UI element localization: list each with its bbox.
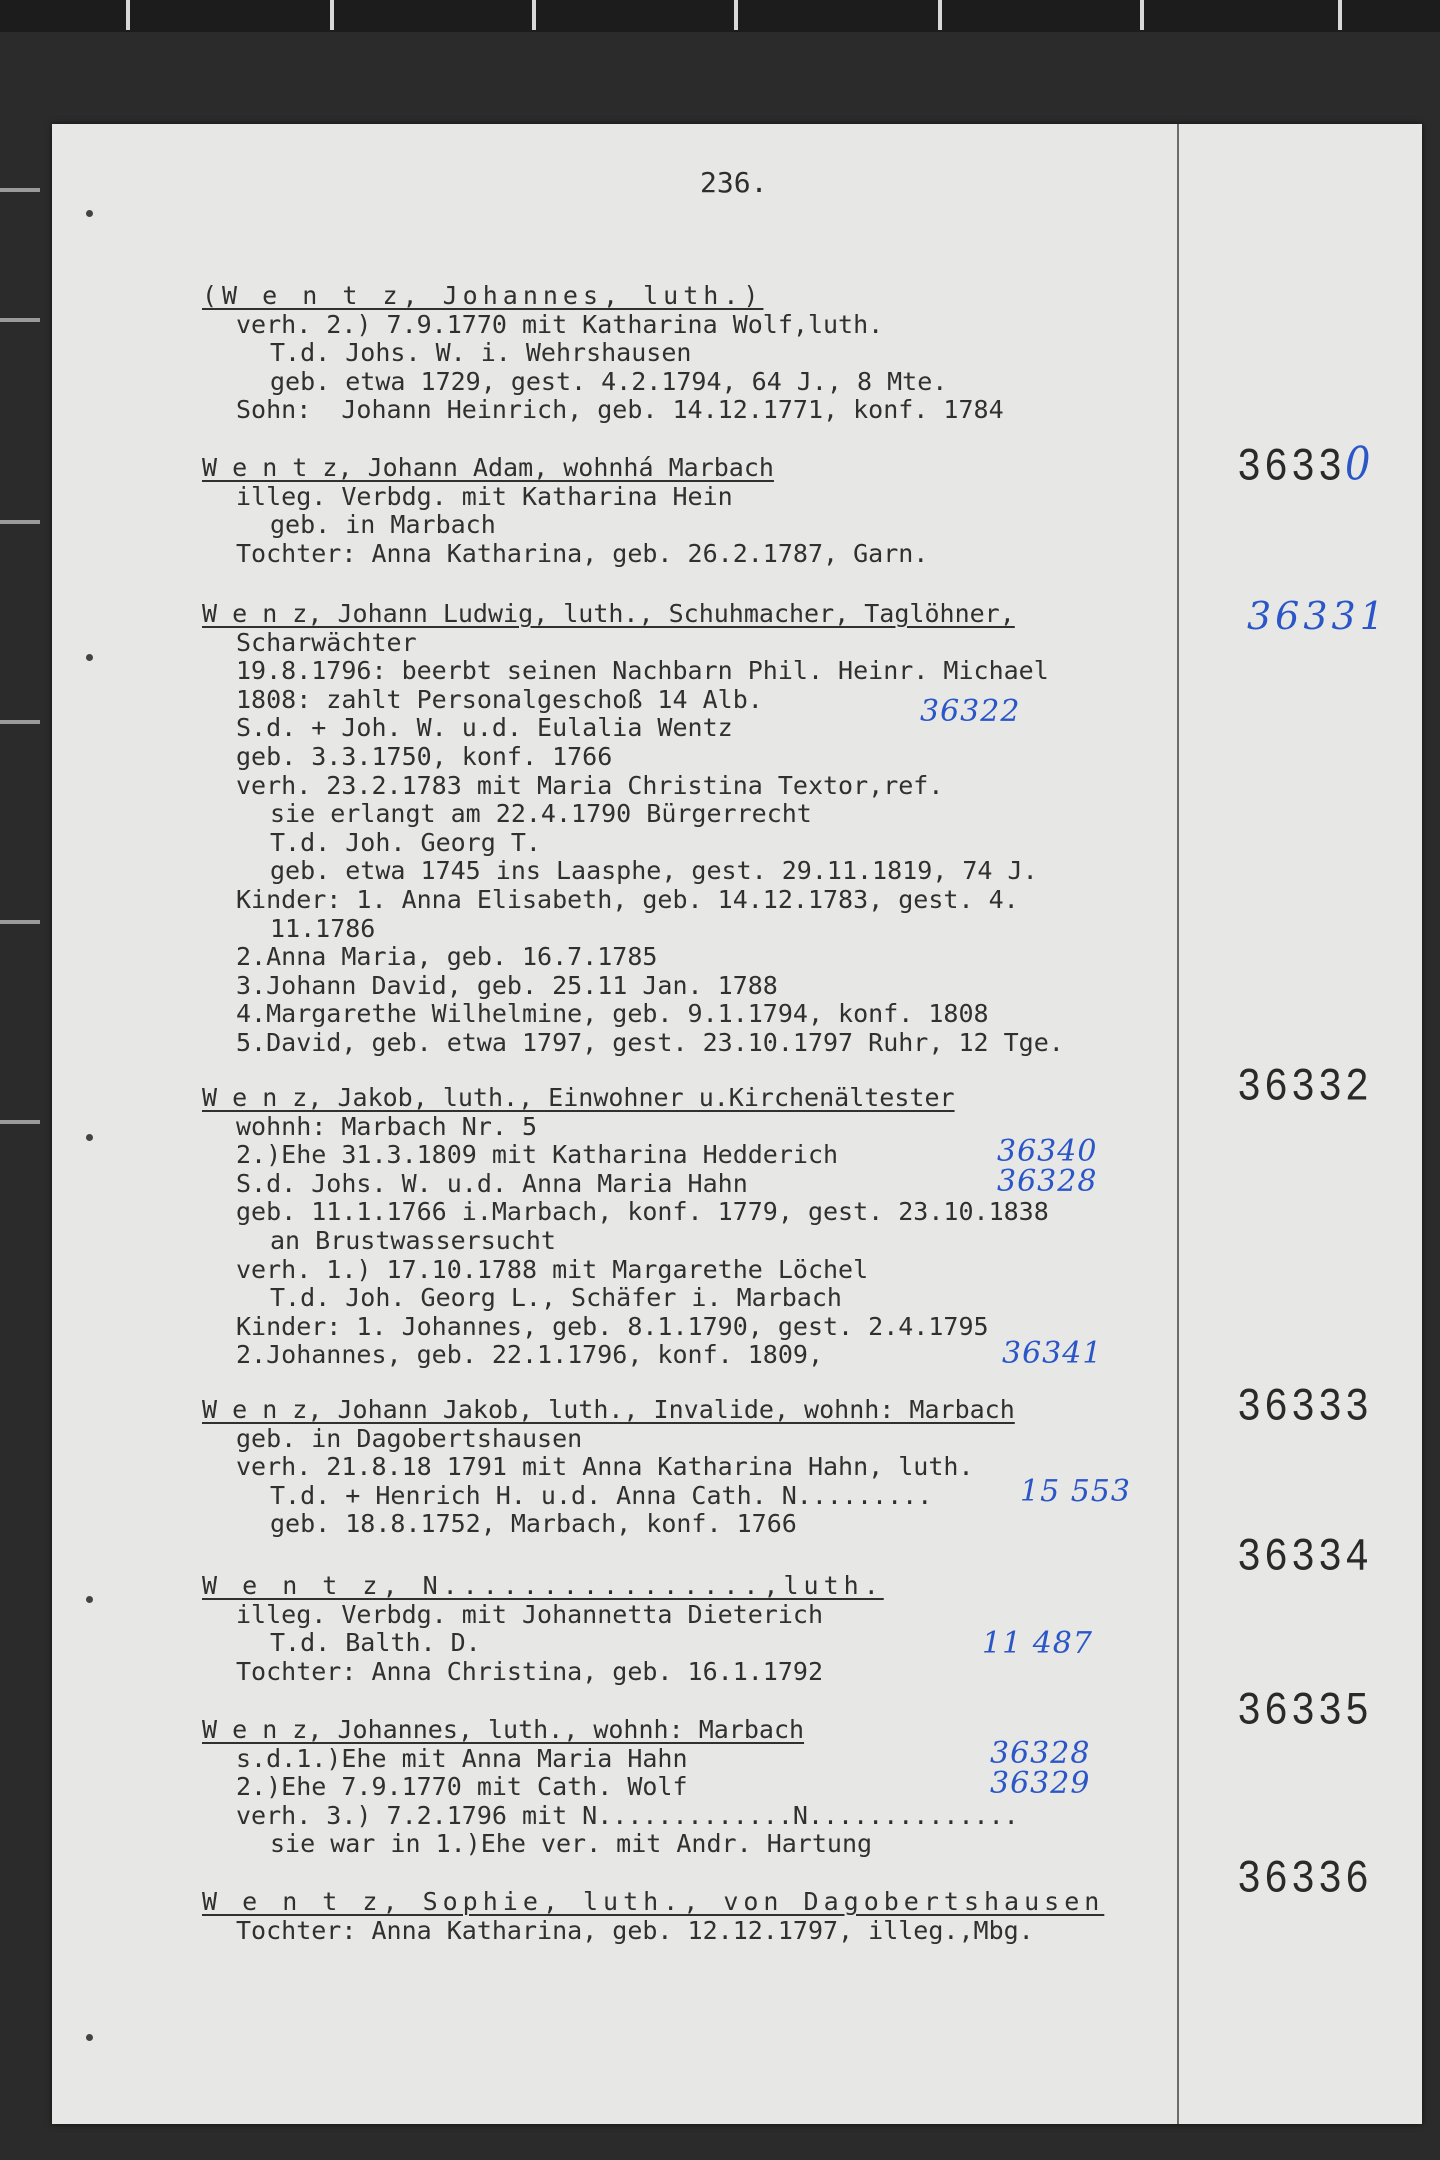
entry-heading: (W e n t z, Johannes, luth.) [202,281,764,310]
entry-line: Tochter: Anna Katharina, geb. 12.12.1797, illeg.,Mbg. [236,1915,1034,1945]
cross-reference-handwritten: 36329 [990,1766,1091,1801]
record-number-stamp: 36333 [1237,1382,1373,1435]
entry-heading: W e n z, Johannes, luth., wohnh: Marbach [202,1715,805,1744]
entry-line: verh. 23.2.1783 mit Maria Christina Textor,ref. [236,770,944,800]
scan-film-strip [0,0,1440,32]
film-tick [126,0,130,30]
entry-line: T.d. Joh. Georg T. [270,827,541,857]
entry-line: sie war in 1.)Ehe ver. mit Andr. Hartung [270,1829,873,1859]
edge-mark [0,720,40,724]
entry-line: 3.Johann David, geb. 25.11 Jan. 1788 [236,970,778,1000]
entry-line: T.d. Johs. W. i. Wehrshausen [270,338,692,368]
entry-line: 2.Johannes, geb. 22.1.1796, konf. 1809, [236,1340,823,1370]
entry-line: 2.Anna Maria, geb. 16.7.1785 [236,942,658,972]
entry-heading: W e n z, Jakob, luth., Einwohner u.Kirchenältester [202,1083,955,1112]
entry-line: Sohn: Johann Heinrich, geb. 14.12.1771, konf. 1784 [236,395,1004,425]
record-number-handwritten: 36331 [1247,594,1388,638]
film-tick [734,0,738,30]
entry-line: geb. etwa 1745 ins Laasphe, gest. 29.11.1819, 74 J. [270,856,1038,886]
stamp-digits: 3633 [1237,442,1346,495]
entry-heading: W e n t z, N................,luth. [202,1571,884,1600]
entry-line: S.d. Johs. W. u.d. Anna Maria Hahn [236,1168,748,1198]
entry-line: geb. 18.8.1752, Marbach, konf. 1766 [270,1509,797,1539]
edge-mark [0,1120,40,1124]
entry-line: Kinder: 1. Johannes, geb. 8.1.1790, gest. 2.4.1795 [236,1311,989,1341]
edge-mark [0,920,40,924]
cross-reference-handwritten: 15 553 [1020,1474,1131,1509]
entry-heading: W e n t z, Sophie, luth., von Dagobertshausen [202,1887,1105,1916]
entry-line: 2.)Ehe 31.3.1809 mit Katharina Hedderich [236,1140,839,1170]
entry-line: geb. 3.3.1750, konf. 1766 [236,741,613,771]
cross-reference-handwritten: 36322 [920,694,1021,729]
record-number-stamp: 36332 [1237,1062,1373,1115]
record-number-stamp [1237,438,1373,494]
entry-line: 11.1786 [270,913,376,943]
entry-line: wohnh: Marbach Nr. 5 [236,1111,538,1141]
edge-mark [0,318,40,322]
entry-line: geb. in Marbach [270,510,496,540]
stamp-handwritten-digit: 0 [1345,438,1374,492]
punch-hole [86,654,93,661]
entry-line: sie erlangt am 22.4.1790 Bürgerrecht [270,799,812,829]
cross-reference-handwritten: 36328 [990,1736,1091,1771]
film-tick [1338,0,1342,30]
entry-line: Tochter: Anna Christina, geb. 16.1.1792 [236,1656,823,1686]
edge-mark [0,520,40,524]
document-page [52,124,1422,2124]
entry-heading: W e n z, Johann Ludwig, luth., Schuhmacher, Taglöhner, [202,599,1015,628]
cross-reference-handwritten: 36340 [997,1134,1098,1169]
entry-line: verh. 2.) 7.9.1770 mit Katharina Wolf,luth. [236,309,884,339]
entry-line: T.d. + Henrich H. u.d. Anna Cath. N......... [270,1480,933,1510]
entry-36333 [202,1396,1222,1539]
entry-line: illeg. Verbdg. mit Katharina Hein [236,481,733,511]
cross-reference-handwritten: 11 487 [982,1626,1093,1661]
entry-36336 [202,1888,1222,1945]
entry-line: S.d. + Joh. W. u.d. Eulalia Wentz [236,713,733,743]
record-number-stamp: 36336 [1237,1854,1373,1907]
page-number: 236. [700,166,768,199]
entry-36330 [202,454,1222,568]
entry-line: 1808: zahlt Personalgeschoß 14 Alb. [236,684,763,714]
entry-line: Tochter: Anna Katharina, geb. 26.2.1787, Garn. [236,538,929,568]
entry-line: geb. 11.1.1766 i.Marbach, konf. 1779, gest. 23.10.1838 [236,1197,1049,1227]
entry-line: verh. 21.8.18 1791 mit Anna Katharina Hahn, luth. [236,1452,974,1482]
cross-reference-handwritten: 36328 [997,1164,1098,1199]
punch-hole [86,1596,93,1603]
record-number-stamp: 36334 [1237,1532,1373,1585]
entry-heading: W e n t z, Johann Adam, wohnhá Marbach [202,453,774,482]
entry-line: 2.)Ehe 7.9.1770 mit Cath. Wolf [236,1772,688,1802]
entry-line: geb. etwa 1729, gest. 4.2.1794, 64 J., 8 Mte. [270,366,948,396]
punch-hole [86,1134,93,1141]
entry-36332 [202,1084,1222,1370]
entry-line: Scharwächter [236,627,417,657]
film-tick [1140,0,1144,30]
film-tick [330,0,334,30]
entry-heading: W e n z, Johann Jakob, luth., Invalide, wohnh: Marbach [202,1395,1015,1424]
entry-line: 5.David, geb. etwa 1797, gest. 23.10.1797 Ruhr, 12 Tge. [236,1027,1064,1057]
entry-line: T.d. Joh. Georg L., Schäfer i. Marbach [270,1283,842,1313]
entry-line: geb. in Dagobertshausen [236,1423,583,1453]
entry-line: T.d. Balth. D. [270,1628,481,1658]
entry-line: verh. 1.) 17.10.1788 mit Margarethe Löchel [236,1254,869,1284]
record-number-stamp: 36335 [1237,1686,1373,1739]
entry-line: 19.8.1796: beerbt seinen Nachbarn Phil. Heinr. Michael [236,656,1049,686]
punch-hole [86,210,93,217]
film-tick [938,0,942,30]
edge-mark [0,188,40,192]
entry-36331 [202,600,1222,1058]
punch-hole [86,2034,93,2041]
entry-line: verh. 3.) 7.2.1796 mit N.............N.............. [236,1800,1019,1830]
cross-reference-handwritten: 36341 [1002,1336,1103,1371]
entry-wentz-johannes-cont [202,282,1222,425]
entry-line: s.d.1.)Ehe mit Anna Maria Hahn [236,1743,688,1773]
film-tick [532,0,536,30]
entry-line: 4.Margarethe Wilhelmine, geb. 9.1.1794, konf. 1808 [236,999,989,1029]
entry-line: an Brustwassersucht [270,1225,556,1255]
entry-line: illeg. Verbdg. mit Johannetta Dieterich [236,1599,823,1629]
entry-line: Kinder: 1. Anna Elisabeth, geb. 14.12.1783, gest. 4. [236,884,1019,914]
